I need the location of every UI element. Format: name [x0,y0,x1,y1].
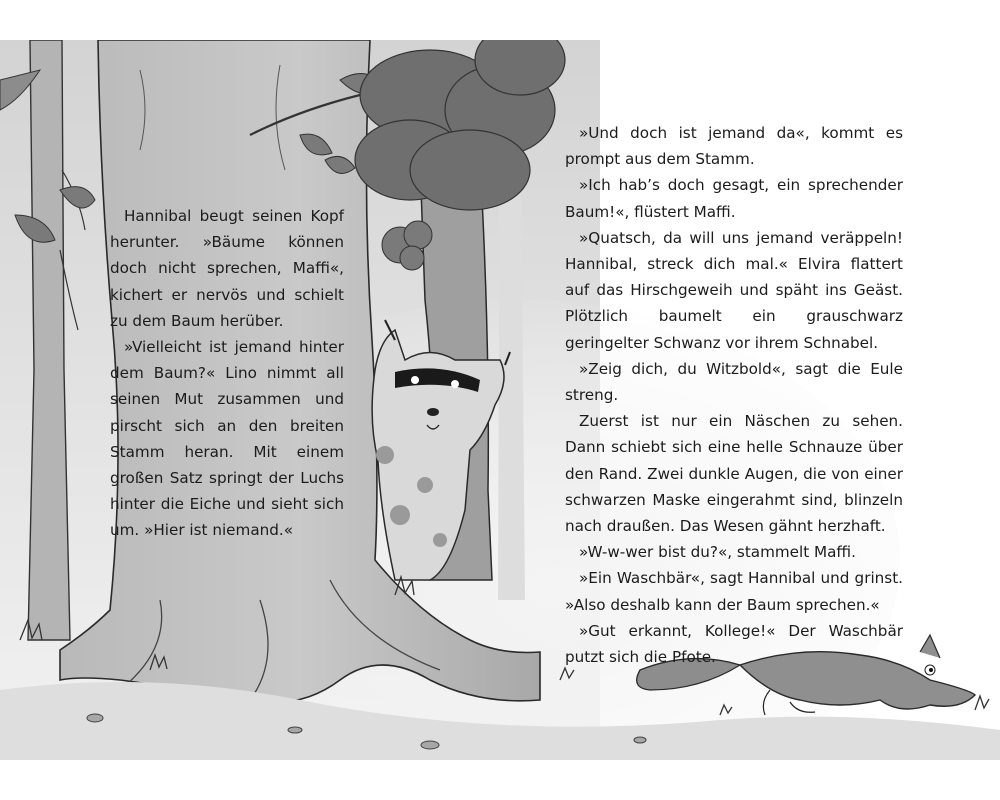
paragraph: Zuerst ist nur ein Näschen zu sehen. Dann schiebt sich eine helle Schnauze über den Rand. Zwei dunkle Augen, die von einer schwarzen Maske eingerahmt sind, blinzeln nach draußen. Das Wesen gähnt herzhaft. [565,412,903,536]
paragraph: »Und doch ist jemand da«, kommt es prompt aus dem Stamm. [565,124,903,169]
paragraph: »Gut erkannt, Kollege!« Der Waschbär putzt sich die Pfote. [565,621,903,667]
paragraph: »Zeig dich, du Witzbold«, sagt die Eule streng. [565,359,903,405]
paragraph: »W-w-wer bist du?«, stammelt Maffi. [579,543,856,562]
text-column-left [110,203,344,544]
paragraph: »Ein Waschbär«, sagt Hannibal und grinst. »Also deshalb kann der Baum sprechen.« [565,569,903,614]
book-spread [0,40,1000,760]
paragraph: Hannibal beugt seinen Kopf herunter. »Bäume können doch nicht sprechen, Maffi«, kichert er nervös und schielt zu dem Baum herüber. [110,207,344,330]
text-column-right [565,120,903,670]
paragraph: »Ich hab’s doch gesagt, ein sprechender Baum!«, flüstert Maffi. [565,176,903,221]
paragraph: »Vielleicht ist jemand hinter dem Baum?« Lino nimmt all seinen Mut zusammen und pirscht sich an den breiten Stamm heran. Mit einem großen Satz springt der Luchs hinter die Eiche und sieht sich um. »Hier ist niemand.« [110,338,344,540]
paragraph: »Quatsch, da will uns jemand veräppeln! Hannibal, streck dich mal.« Elvira flattert auf das Hirschgeweih und späht ins Geäst. Plötzlich baumelt ein grauschwarz geringelter Schwanz vor ihrem Schnabel. [565,228,903,352]
